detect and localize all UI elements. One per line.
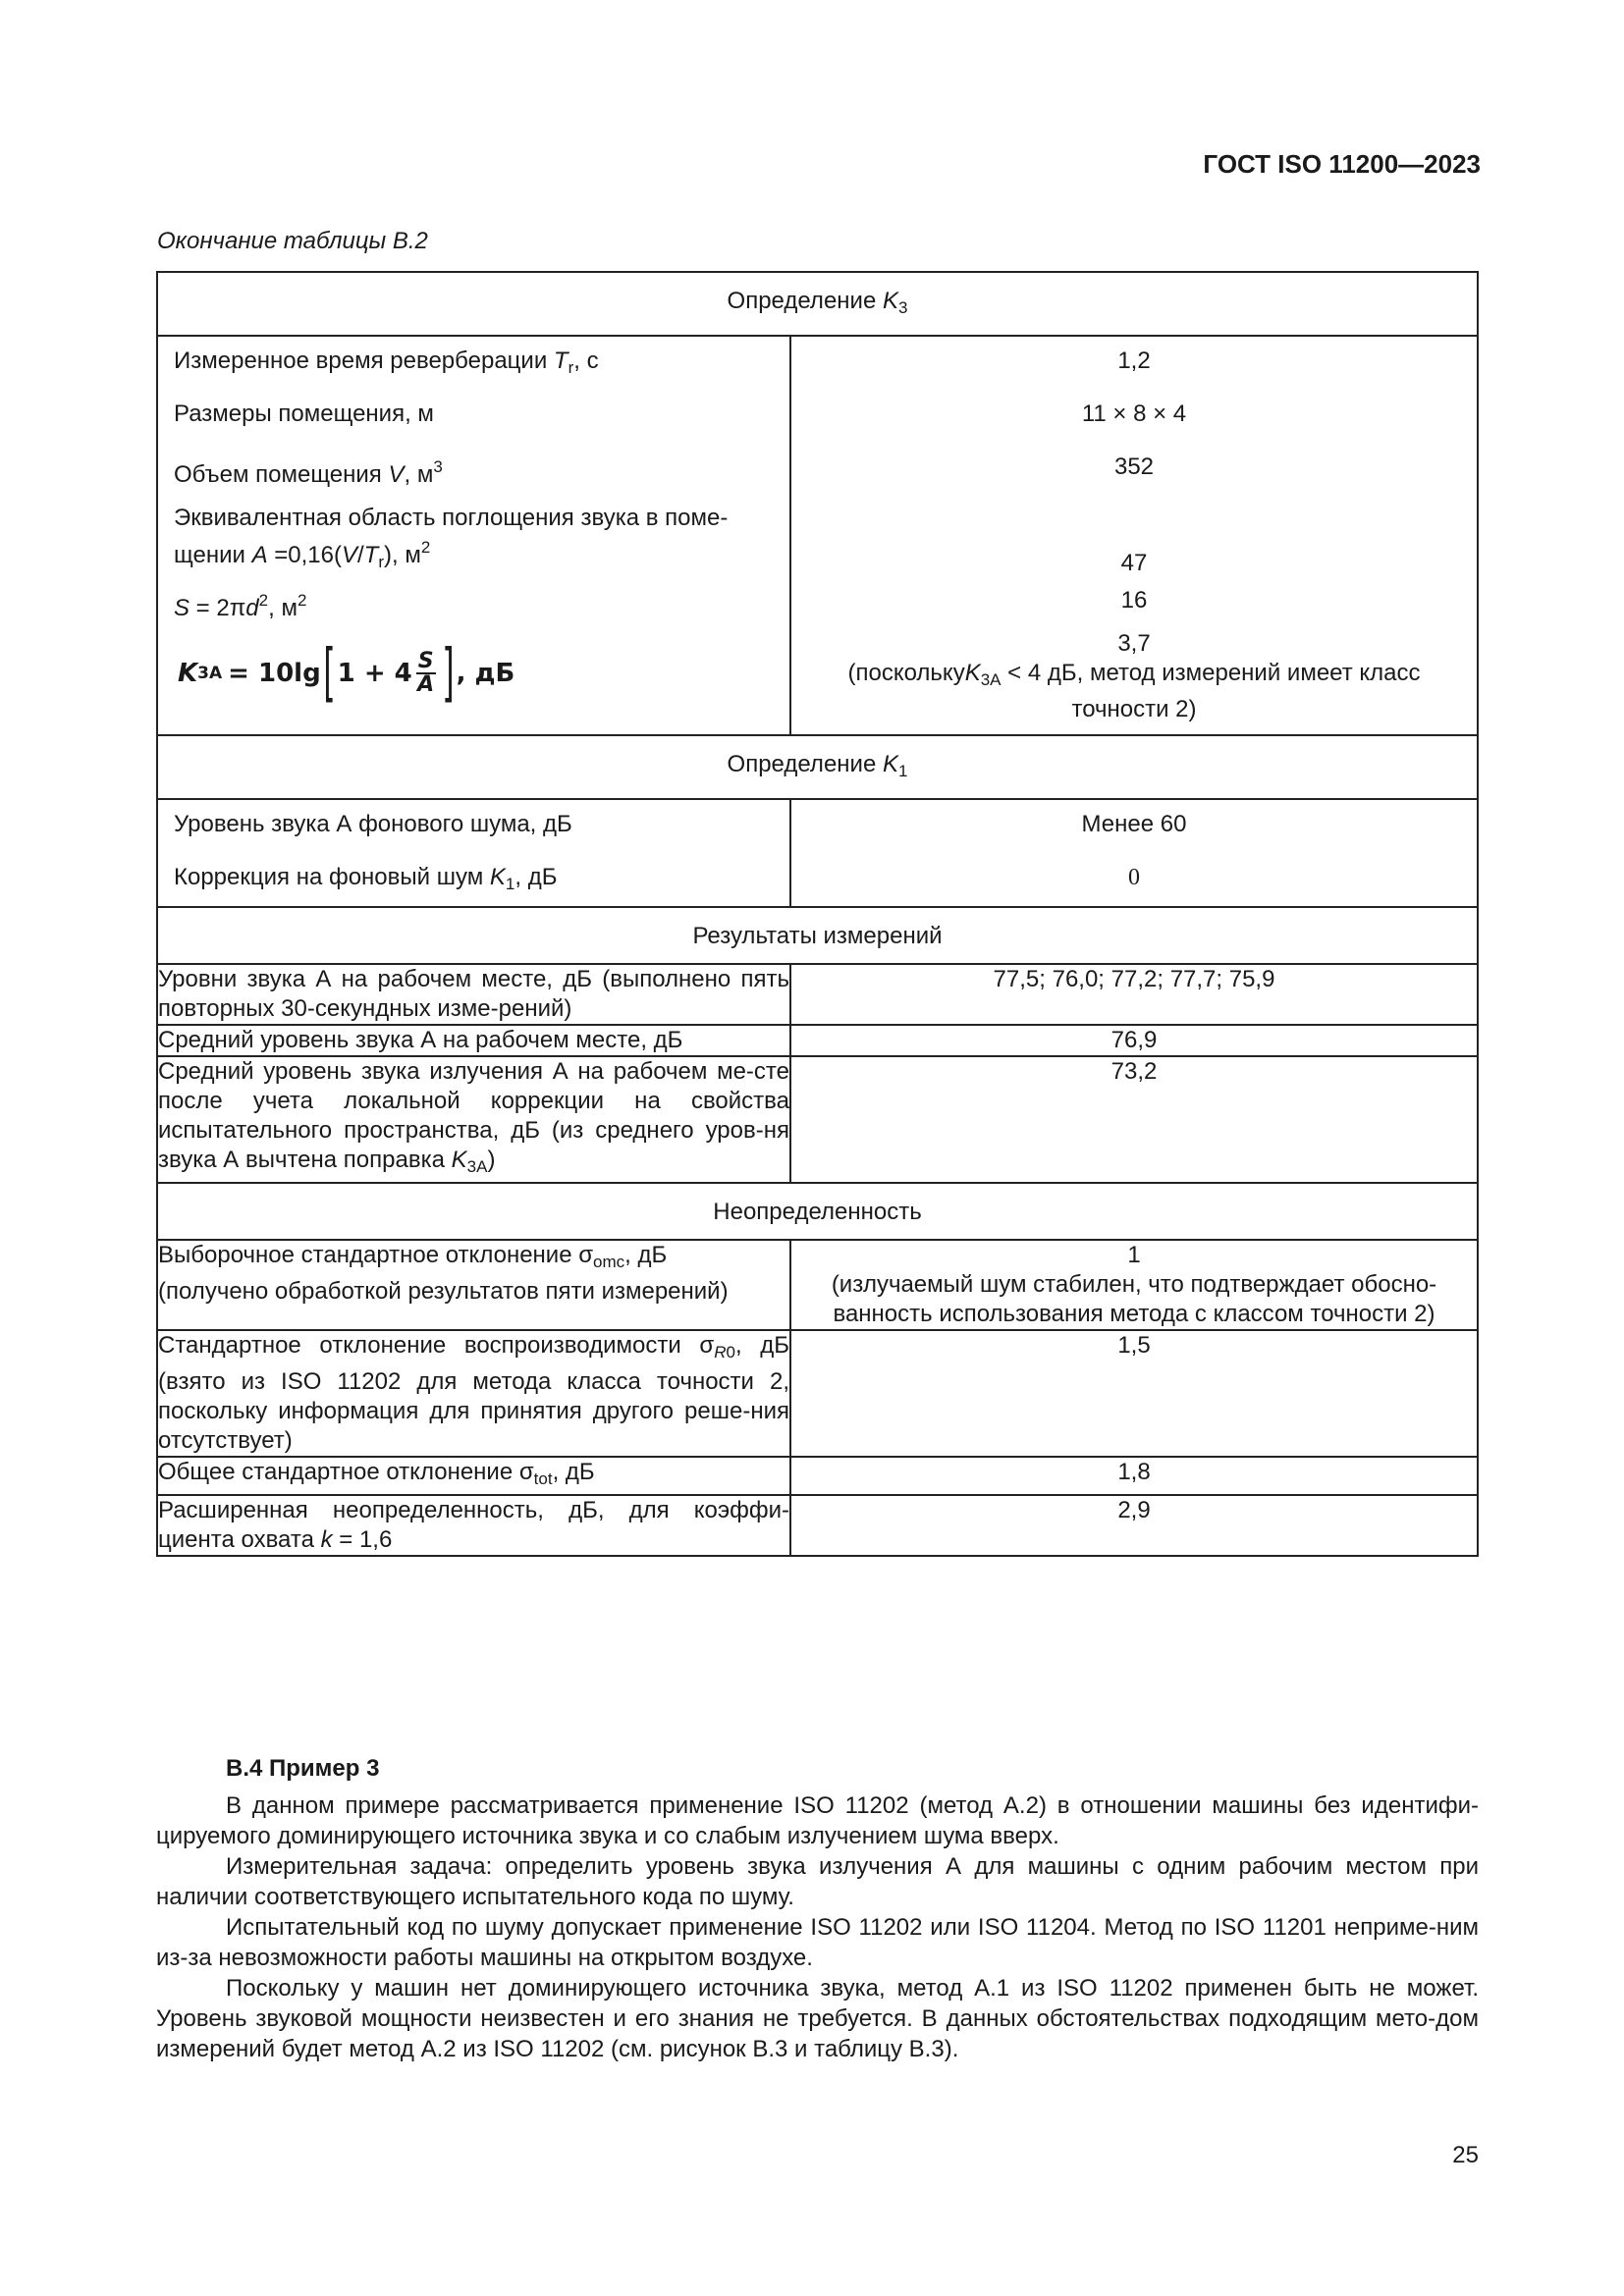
row-value: 1,2: [1117, 347, 1151, 374]
row-label: $S = 2\pi d^2$, $м^2$: [174, 591, 307, 621]
row-value: 47: [1120, 550, 1148, 576]
row-value: 352: [1113, 454, 1155, 480]
section-header-k1: Определение $K_1$: [157, 735, 1478, 799]
table-row: [157, 1056, 1478, 1183]
paragraph: В данном примере рассматривается применение ISO 11202 (метод A.2) в отношении машины без идентифи-цируемого доминирующего источника звука и со слабым излучением шума вверх.: [156, 1792, 1479, 1849]
row-label: Расширенная неопределенность, дБ, для коэффи-циента охвата k = 1,6: [157, 1495, 790, 1556]
document-id: ГОСТ ISO 11200—2023: [1203, 149, 1481, 179]
section-heading: B.4 Пример 3: [226, 1755, 380, 1782]
row-label: Средний уровень звука А на рабочем месте, дБ: [157, 1025, 790, 1056]
table-caption: Окончание таблицы B.2: [157, 228, 428, 254]
table-row: [157, 1495, 1478, 1556]
paragraph: Измерительная задача: определить уровень звука излучения А для машины с одним рабочим местом при наличии соответствующего испытательного кода по шуму.: [156, 1853, 1479, 1910]
row-value: 2,9: [790, 1495, 1478, 1556]
row-value: 0: [1128, 865, 1140, 890]
row-label: Измеренное время реверберации $T_r$, с: [174, 347, 599, 377]
row-value: 1,8: [790, 1457, 1478, 1495]
table-row: [157, 1025, 1478, 1056]
paragraph: Испытательный код по шуму допускает применение ISO 11202 или ISO 11204. Метод по ISO 11201 неприме-ним из-за невозможности работы машины на открытом воздухе.: [156, 1914, 1479, 1971]
row-label: Размеры помещения, м: [174, 400, 434, 427]
row-label: Эквивалентная область поглощения звука в поме- щении $A =0,16(V/T_r)$, $м^2$: [174, 505, 729, 571]
section-header-uncertainty: Неопределенность: [157, 1183, 1478, 1240]
table-row: [157, 1330, 1478, 1457]
section-sub: 3: [897, 298, 908, 317]
body-text: [156, 1790, 1479, 2064]
table-row: [157, 1240, 1478, 1330]
row-label: Выборочное стандартное отклонение $\sigma_{omc}$, дБ (получено обработкой результатов пяти измерений): [157, 1240, 790, 1330]
row-label: Средний уровень звука излучения А на рабочем ме-сте после учета локальной коррекции на свойства испытательного пространства, дБ (из среднего уров-ня звука А вычтена поправка $K_{3A}$): [157, 1056, 790, 1183]
table-row: [157, 964, 1478, 1025]
row-label: Уровни звука А на рабочем месте, дБ (выполнено пять повторных 30-секундных изме-рений): [157, 964, 790, 1025]
row-label: Стандартное отклонение воспроизводимости $\sigma_{R0}$, дБ (взято из ISO 11202 для метода класса точности 2, поскольку информация для принятия другого реше-ния отсутствует): [157, 1330, 790, 1457]
row-value: 76,9: [790, 1025, 1478, 1056]
row-label: Объем помещения V, $м^3$: [174, 457, 443, 488]
row-value: Менее 60: [1081, 811, 1187, 837]
row-value: 1 (излучаемый шум стабилен, что подтверждает обосно- ванность использования метода с классом точности 2): [790, 1240, 1478, 1330]
row-value: 73,2: [790, 1056, 1478, 1183]
data-table: [156, 271, 1479, 1557]
row-label: Уровень звука А фонового шума, дБ: [174, 811, 572, 837]
row-label: Коррекция на фоновый шум $K_1$, дБ: [174, 864, 558, 893]
row-value: 16: [1120, 587, 1148, 614]
table-row: [157, 1457, 1478, 1495]
formula: K 3A = 10lg [ 1 + 4 $\frac{S}{A}$ ] , дБ: [178, 637, 515, 710]
section-title: Определение: [727, 288, 883, 314]
table-row-k3: [157, 336, 1478, 735]
section-header-k3: [157, 272, 1478, 336]
paragraph: Поскольку у машин нет доминирующего источника звука, метод A.1 из ISO 11202 применен быть не может. Уровень звуковой мощности неизвестен и его знания не требуется. В данных обстоятельствах подходящим мето-дом измерений будет метод A.2 из ISO 11202 (см. рисунок B.3 и таблицу B.3).: [156, 1975, 1479, 2062]
table-row-k1: [157, 799, 1478, 907]
page-number: 25: [1452, 2142, 1479, 2168]
section-header-results: Результаты измерений: [157, 907, 1478, 964]
row-value: 77,5; 76,0; 77,2; 77,7; 75,9: [790, 964, 1478, 1025]
row-value: 11 × 8 × 4: [1081, 400, 1187, 427]
section-var: K: [882, 288, 898, 314]
result-note: 3,7 (посколькуK$_{3A}$ < 4 дБ, метод измерений имеет класс точности 2): [847, 630, 1421, 722]
row-label: Общее стандартное отклонение $\sigma_{tot}$, дБ: [157, 1457, 790, 1495]
row-value: 1,5: [790, 1330, 1478, 1457]
